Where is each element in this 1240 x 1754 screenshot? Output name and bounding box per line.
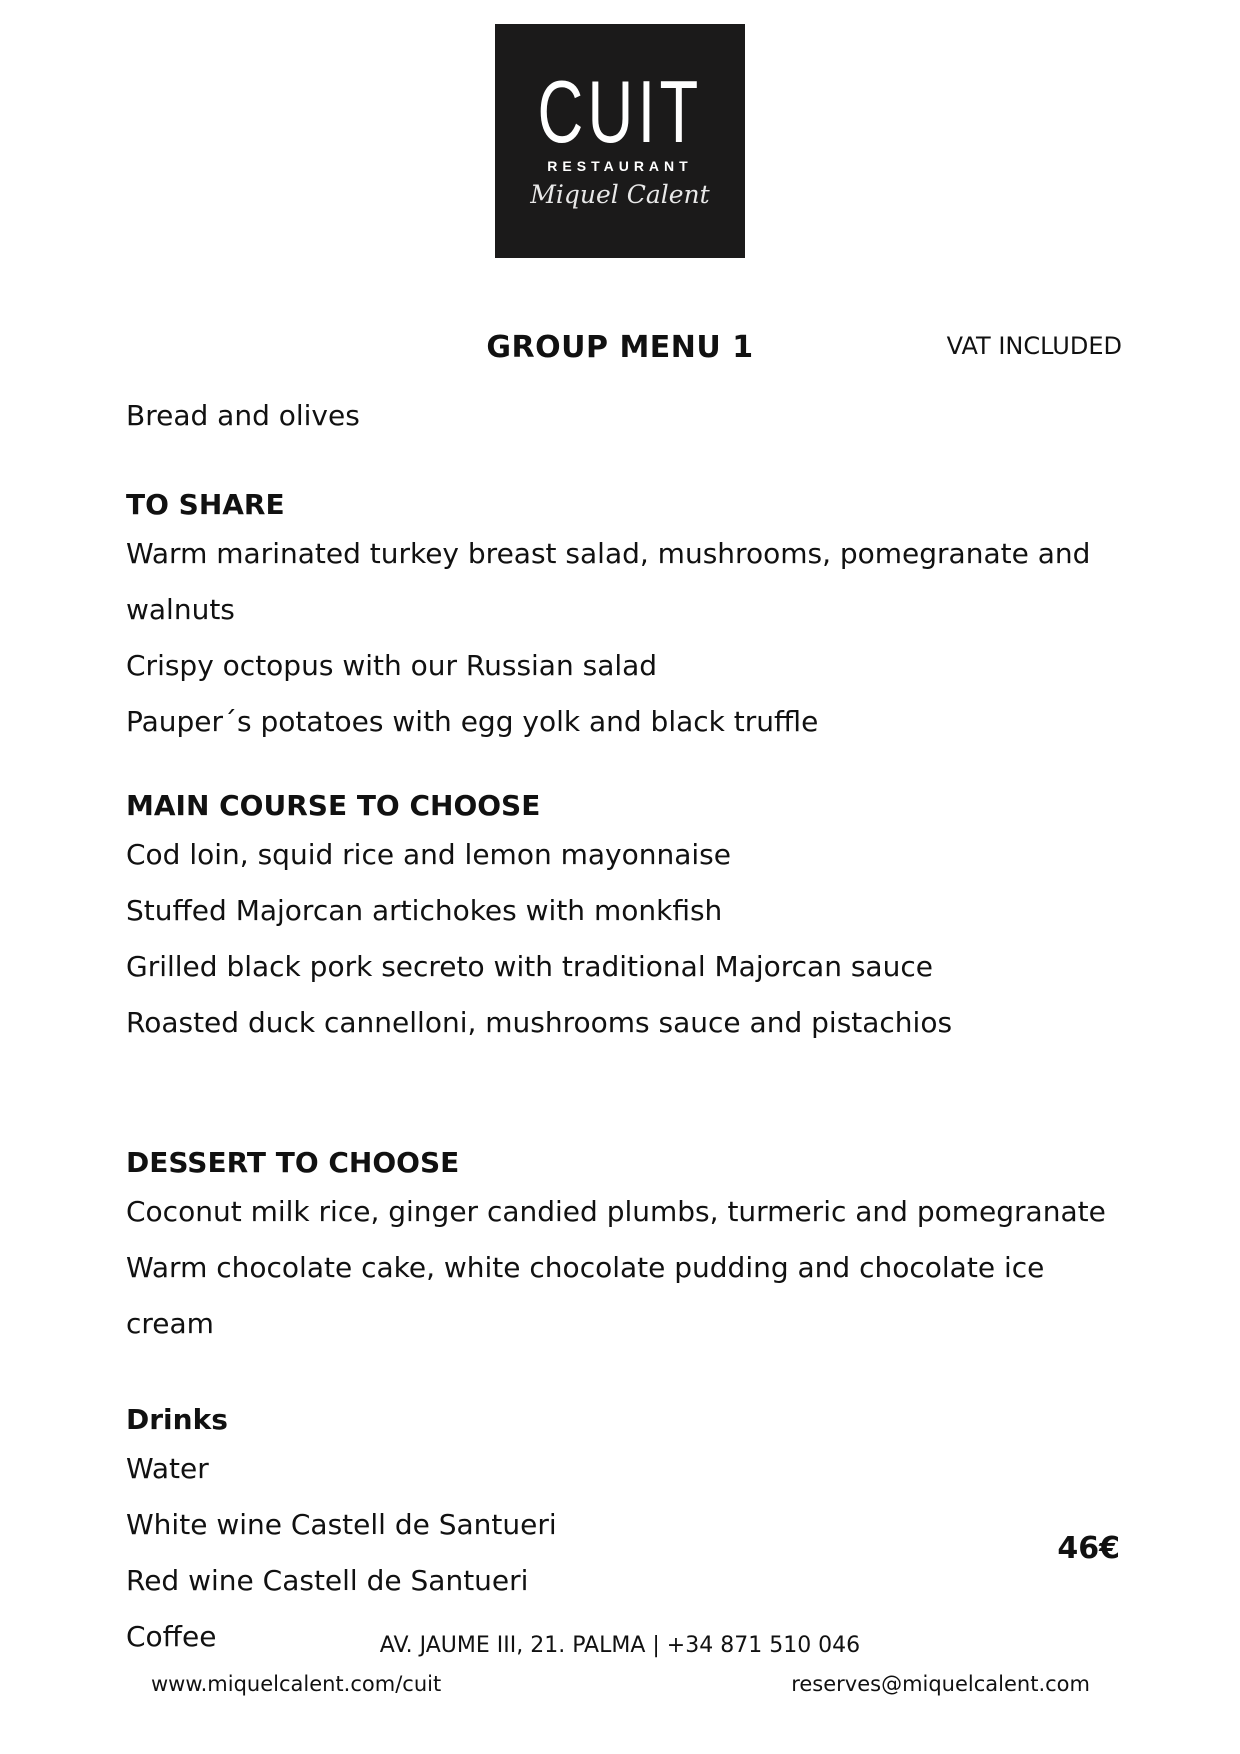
menu-item: Roasted duck cannelloni, mushrooms sauce and pistachios bbox=[126, 1006, 953, 1039]
section-title: TO SHARE bbox=[126, 488, 285, 521]
section-title: Drinks bbox=[126, 1403, 228, 1436]
vat-note: VAT INCLUDED bbox=[946, 332, 1122, 360]
footer-email-link[interactable]: reserves@miquelcalent.com bbox=[791, 1672, 1090, 1696]
menu-item: Pauper´s potatoes with egg yolk and black truffle bbox=[126, 705, 819, 738]
menu-item: Coffee bbox=[126, 1620, 217, 1653]
section-to-share bbox=[126, 484, 1126, 750]
intro-item: Bread and olives bbox=[126, 399, 360, 432]
menu-item: Stuffed Majorcan artichokes with monkfish bbox=[126, 894, 723, 927]
footer-address: AV. JAUME III, 21. PALMA | +34 871 510 046 bbox=[379, 1633, 861, 1658]
section-title: MAIN COURSE TO CHOOSE bbox=[126, 789, 541, 822]
menu-item: Water bbox=[126, 1452, 209, 1485]
footer-website-link[interactable]: www.miquelcalent.com/cuit bbox=[151, 1672, 442, 1696]
logo-signature: Miquel Calent bbox=[530, 180, 710, 209]
menu-item: Cod loin, squid rice and lemon mayonnaise bbox=[126, 838, 731, 871]
section-title: DESSERT TO CHOOSE bbox=[126, 1146, 460, 1179]
menu-item: Red wine Castell de Santueri bbox=[126, 1564, 529, 1597]
menu-item: Warm marinated turkey breast salad, mushrooms, pomegranate and walnuts bbox=[126, 537, 1091, 626]
restaurant-logo bbox=[495, 24, 745, 258]
menu-price: 46€ bbox=[1057, 1531, 1120, 1566]
logo-wordmark: CUIT bbox=[537, 62, 703, 161]
menu-item: Warm chocolate cake, white chocolate pudding and chocolate ice cream bbox=[126, 1251, 1045, 1340]
menu-item: White wine Castell de Santueri bbox=[126, 1508, 557, 1541]
section-main-course bbox=[126, 785, 1126, 1051]
section-dessert bbox=[126, 1142, 1126, 1352]
menu-content bbox=[126, 395, 1126, 1665]
menu-item: Crispy octopus with our Russian salad bbox=[126, 649, 658, 682]
menu-title: GROUP MENU 1 bbox=[486, 330, 754, 365]
menu-item: Grilled black pork secreto with traditional Majorcan sauce bbox=[126, 950, 933, 983]
menu-item: Coconut milk rice, ginger candied plumbs, turmeric and pomegranate bbox=[126, 1195, 1106, 1228]
logo-subtitle: RESTAURANT bbox=[547, 158, 693, 174]
section-drinks bbox=[126, 1399, 1126, 1665]
